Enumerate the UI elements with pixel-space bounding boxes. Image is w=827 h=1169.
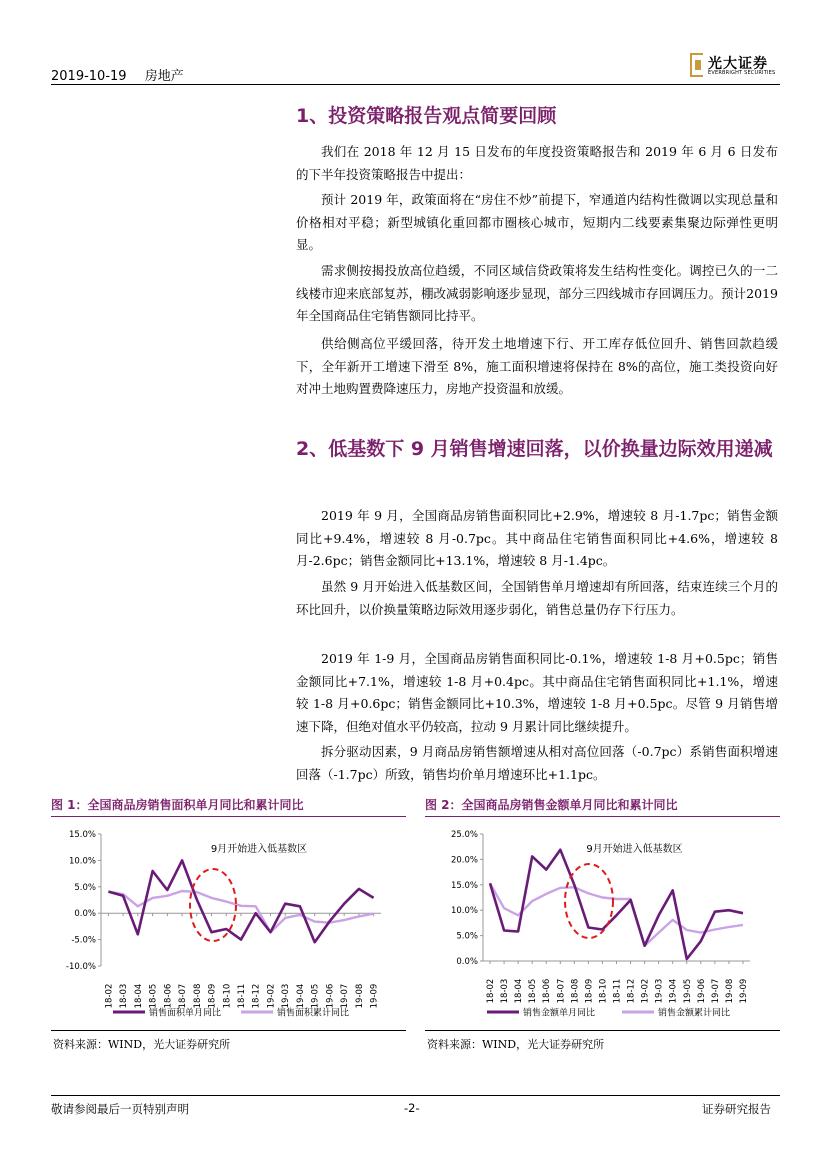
figure2-title: 图 2：全国商品房销售金额单月同比和累计同比 xyxy=(425,798,678,812)
legend-label-1: 销售面积单月同比 xyxy=(149,1008,222,1019)
figure1-source: 资料来源：WIND，光大证券研究所 xyxy=(53,1038,231,1051)
footer-report-type: 证券研究报告 xyxy=(702,1102,771,1116)
x-tick-label: 18-06 xyxy=(163,983,174,1009)
x-tick-label: 18-06 xyxy=(542,978,553,1004)
y-tick-label: 0.0% xyxy=(74,909,96,920)
y-tick-label: 10.0% xyxy=(68,856,96,867)
x-tick-label: 19-09 xyxy=(738,978,749,1004)
legend-label-2: 销售面积累计同比 xyxy=(277,1008,350,1019)
y-tick-label: 15.0% xyxy=(68,830,96,840)
x-tick-label: 19-07 xyxy=(710,978,721,1004)
x-tick-label: 19-06 xyxy=(325,983,336,1009)
figure2-chart-svg xyxy=(425,820,780,1025)
report-date: 2019-10-19 xyxy=(51,69,127,84)
figure2-source: 资料来源：WIND，光大证券研究所 xyxy=(427,1038,605,1051)
section1-title: 1、投资策略报告观点简要回顾 xyxy=(296,105,557,127)
x-tick-label: 19-09 xyxy=(369,983,380,1009)
x-tick-label: 19-07 xyxy=(340,983,351,1009)
x-tick-label: 19-08 xyxy=(724,978,735,1004)
x-tick-label: 18-03 xyxy=(500,978,511,1004)
legend-label-2: 销售金额累计同比 xyxy=(658,1008,731,1019)
y-tick-label: 25.0% xyxy=(450,830,478,840)
figure2-source-rule xyxy=(425,1030,780,1031)
section2-paragraph: 2019 年 1-9 月，全国商品房销售面积同比-0.1%，增速较 1-8 月+0.5pc；销售金额同比+7.1%，增速较 1-8 月+0.4pc。其中商品住宅销售面积同比+1.1%，增速较 1-8 月+0.6pc；销售金额同比+10.3%，增速较 1-8 月+0.5pc。尽管 9 月销售增速下降，但绝对值水平仍较高，拉动 9 月累计同比继续提升。 xyxy=(296,651,778,734)
x-tick-label: 18-02 xyxy=(104,983,115,1009)
header-divider xyxy=(51,84,780,85)
annotation-label: 9月开始进入低基数区 xyxy=(586,844,683,855)
series-line-2 xyxy=(108,891,373,932)
footer-disclaimer: 敬请参阅最后一页特别声明 xyxy=(51,1102,189,1116)
x-tick-label: 18-02 xyxy=(486,978,497,1004)
x-tick-label: 18-07 xyxy=(556,978,567,1004)
section2-paragraph: 虽然 9 月开始进入低基数区间，全国销售单月增速却有所回落，结束连续三个月的环比回升，以价换量策略边际效用逐步弱化，销售总量仍存下行压力。 xyxy=(296,579,778,617)
x-tick-label: 18-08 xyxy=(192,983,203,1009)
report-header xyxy=(51,65,198,84)
section2-paragraph: 拆分驱动因素，9 月商品房销售额增速从相对高位回落（-0.7pc）系销售面积增速回落（-1.7pc）所致，销售均价单月增速环比+1.1pc。 xyxy=(296,744,778,782)
footer-divider xyxy=(51,1095,780,1096)
logo-text-cn: 光大证券 xyxy=(708,56,768,72)
y-tick-label: 20.0% xyxy=(450,855,478,866)
x-tick-label: 19-03 xyxy=(654,978,665,1004)
report-category: 房地产 xyxy=(144,69,184,84)
x-tick-label: 18-04 xyxy=(133,983,144,1009)
legend-label-1: 销售金额单月同比 xyxy=(523,1008,596,1019)
figure2-chart xyxy=(425,820,780,1029)
figure1-title-rule xyxy=(51,816,406,817)
y-tick-label: 0.0% xyxy=(456,957,478,967)
x-tick-label: 18-03 xyxy=(119,983,130,1009)
x-tick-label: 18-09 xyxy=(584,978,595,1004)
x-tick-label: 19-05 xyxy=(310,983,321,1009)
brand-logo xyxy=(690,53,780,79)
annotation-label: 9月开始进入低基数区 xyxy=(210,844,308,855)
page-number: -2- xyxy=(404,1101,420,1115)
x-tick-label: 18-11 xyxy=(612,978,623,1004)
section1-paragraph: 供给侧高位平缓回落，待开发土地增速下行、开工库存低位回升、销售回款趋缓下，全年新开工增速下滑至 8%，施工面积增速将保持在 8%的高位，施工类投资向好对冲土地购置费降速压力，房地产投资温和放缓。 xyxy=(296,336,778,396)
figure1-chart-svg xyxy=(51,820,406,1025)
x-tick-label: 19-06 xyxy=(696,978,707,1004)
figure1-source-rule xyxy=(51,1030,406,1031)
figure1-title: 图 1：全国商品房销售面积单月同比和累计同比 xyxy=(51,798,304,812)
y-tick-label: 15.0% xyxy=(450,880,478,891)
x-tick-label: 19-08 xyxy=(354,983,365,1009)
x-tick-label: 18-05 xyxy=(528,978,539,1004)
x-tick-label: 18-10 xyxy=(222,983,233,1009)
logo-mark-icon xyxy=(690,53,703,77)
x-tick-label: 18-11 xyxy=(237,983,247,1009)
x-tick-label: 19-02 xyxy=(266,983,277,1009)
section1-paragraph: 需求侧按揭投放高位趋缓，不同区域信贷政策将发生结构性变化。调控已久的一二线楼市迎来底部复苏，棚改减弱影响逐步显现，部分三四线城市存回调压力。预计2019年全国商品住宅销售额同比持平。 xyxy=(296,263,778,323)
x-tick-label: 18-12 xyxy=(251,983,262,1009)
y-tick-label: -5.0% xyxy=(71,935,96,946)
figure2-title-rule xyxy=(425,816,780,817)
y-tick-label: 10.0% xyxy=(450,906,478,917)
x-tick-label: 18-08 xyxy=(570,978,581,1004)
x-tick-label: 18-09 xyxy=(207,983,218,1009)
section2-title: 2、低基数下 9 月销售增速回落，以价换量边际效用递减 xyxy=(296,438,773,460)
x-tick-label: 19-04 xyxy=(668,978,679,1004)
figure1-chart xyxy=(51,820,406,1029)
x-tick-label: 18-04 xyxy=(514,978,525,1004)
x-tick-label: 18-05 xyxy=(148,983,159,1009)
section2-paragraph: 2019 年 9 月，全国商品房销售面积同比+2.9%，增速较 8 月-1.7pc；销售金额同比+9.4%，增速较 8 月-0.7pc。其中商品住宅销售面积同比+4.6%，增速较 8 月-2.6pc；销售金额同比+13.1%，增速较 8 月-1.4pc。 xyxy=(296,508,778,568)
x-tick-label: 19-05 xyxy=(682,978,693,1004)
y-tick-label: 5.0% xyxy=(74,882,96,893)
x-tick-label: 19-04 xyxy=(295,983,306,1009)
x-tick-label: 18-12 xyxy=(626,978,637,1004)
y-tick-label: -10.0% xyxy=(65,962,96,972)
x-tick-label: 18-10 xyxy=(598,978,609,1004)
x-tick-label: 18-07 xyxy=(178,983,189,1009)
section1-paragraph: 预计 2019 年，政策面将在“房住不炒”前提下，窄通道内结构性微调以实现总量和价格相对平稳；新型城镇化重回都市圈核心城市，短期内二线要素集聚边际弹性更明显。 xyxy=(296,192,778,252)
logo-text-en: EVERBRIGHT SECURITIES xyxy=(708,70,776,76)
x-tick-label: 19-02 xyxy=(640,978,651,1004)
section1-paragraph: 我们在 2018 年 12 月 15 日发布的年度投资策略报告和 2019 年 6 月 6 日发布的下半年投资策略报告中提出： xyxy=(296,144,778,182)
x-tick-label: 19-03 xyxy=(281,983,292,1009)
y-tick-label: 5.0% xyxy=(456,931,478,942)
